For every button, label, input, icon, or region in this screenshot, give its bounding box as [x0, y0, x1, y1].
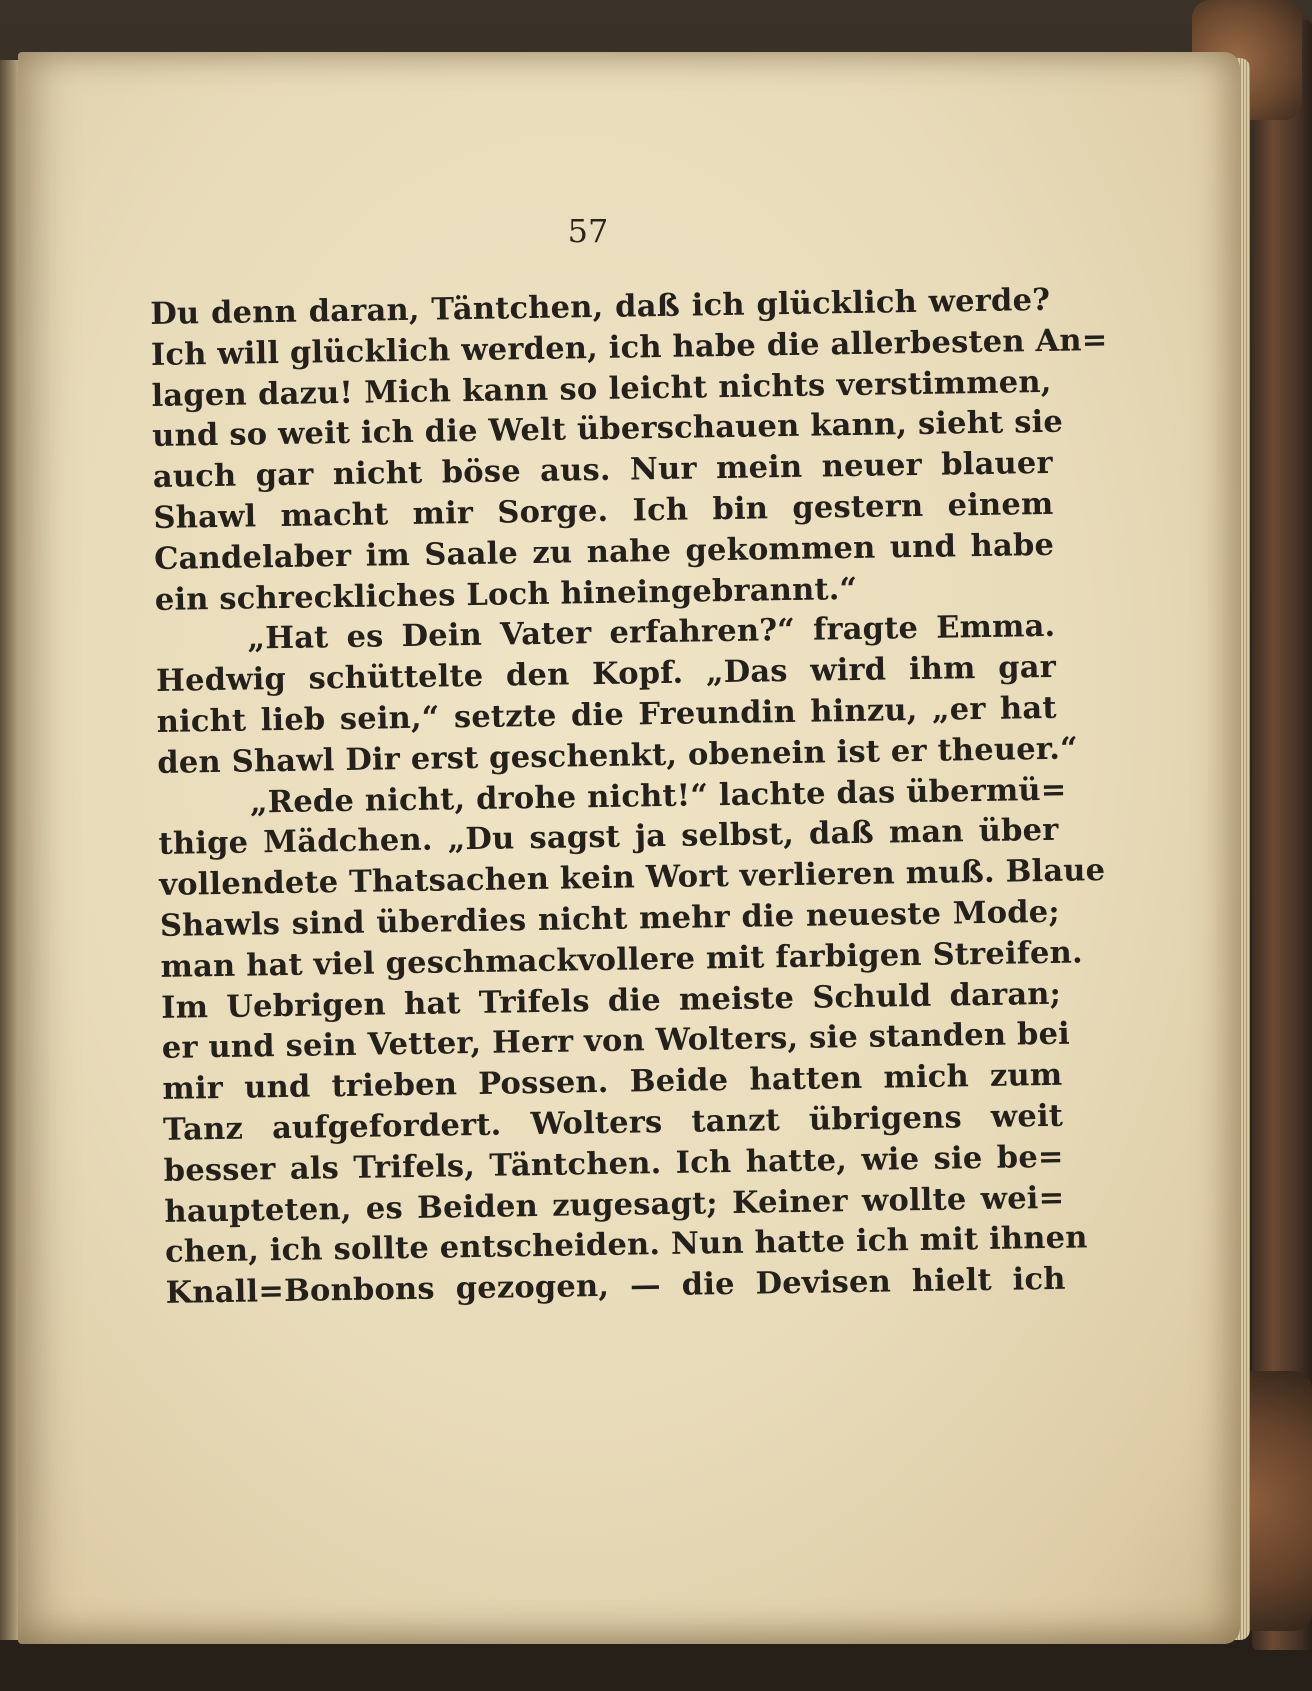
text-line: Du denn daran, Täntchen, daß ich glücklich werde? [150, 281, 1051, 332]
text-line: auch gar nicht böse aus. Nur mein neuer blauer [152, 445, 1054, 496]
text-line: Shawl macht mir Sorge. Ich bin gestern einem [153, 485, 1054, 536]
page-number: 57 [567, 212, 609, 250]
text-line: mir und trieben Possen. Beide hatten mich zum [162, 1056, 1063, 1108]
text-line: Tanz aufgefordert. Wolters tanzt übrigens weit [162, 1097, 1064, 1148]
text-line: und so weit ich die Welt überschauen kann, sieht sie [151, 404, 1064, 455]
text-line: „Hat es Dein Vater erfahren?“ fragte Emma. [247, 608, 1056, 657]
text-line: nicht lieb sein,“ setzte die Freundin hinzu, „er hat [156, 689, 1057, 740]
text-line: Knall=Bonbons gezogen, — die Devisen hielt ich [165, 1260, 1066, 1311]
text-line: den Shawl Dir erst geschenkt, obenein ist er theuer.“ [157, 730, 1079, 781]
text-line: er und sein Vetter, Herr von Wolters, sie standen bei [161, 1015, 1071, 1067]
text-line: vollendete Thatsachen kein Wort verlieren muß. Blaue [159, 852, 1106, 904]
text-line: chen, ich sollte entscheiden. Nun hatte ich mit ihnen [164, 1219, 1088, 1271]
text-line: Hedwig schüttelte den Kopf. „Das wird ihm gar [155, 648, 1057, 700]
text-line: haupteten, es Beiden zugesagt; Keiner wollte wei= [164, 1179, 1065, 1230]
text-line: lagen dazu! Mich kann so leicht nichts verstimmen, [151, 363, 1052, 414]
page-text [150, 280, 1108, 1314]
text-line: ein schreckliches Loch hineingebrannt.“ [154, 570, 858, 618]
text-line: man hat viel geschmackvollere mit farbigen Streifen. [160, 934, 1084, 985]
text-line: thige Mädchen. „Du sagst ja selbst, daß man über [158, 812, 1059, 863]
text-line: Im Uebrigen hat Trifels die meiste Schuld daran; [160, 975, 1062, 1026]
text-line: Ich will glücklich werden, ich habe die allerbesten An= [150, 321, 1108, 373]
text-line: besser als Trifels, Täntchen. Ich hatte, wie sie be= [163, 1138, 1064, 1189]
text-line: Shawls sind überdies nicht mehr die neueste Mode; [159, 893, 1061, 944]
text-line: „Rede nicht, drohe nicht!“ lachte das übermü= [249, 771, 1067, 821]
text-line: Candelaber im Saale zu nahe gekommen und habe [153, 526, 1055, 577]
